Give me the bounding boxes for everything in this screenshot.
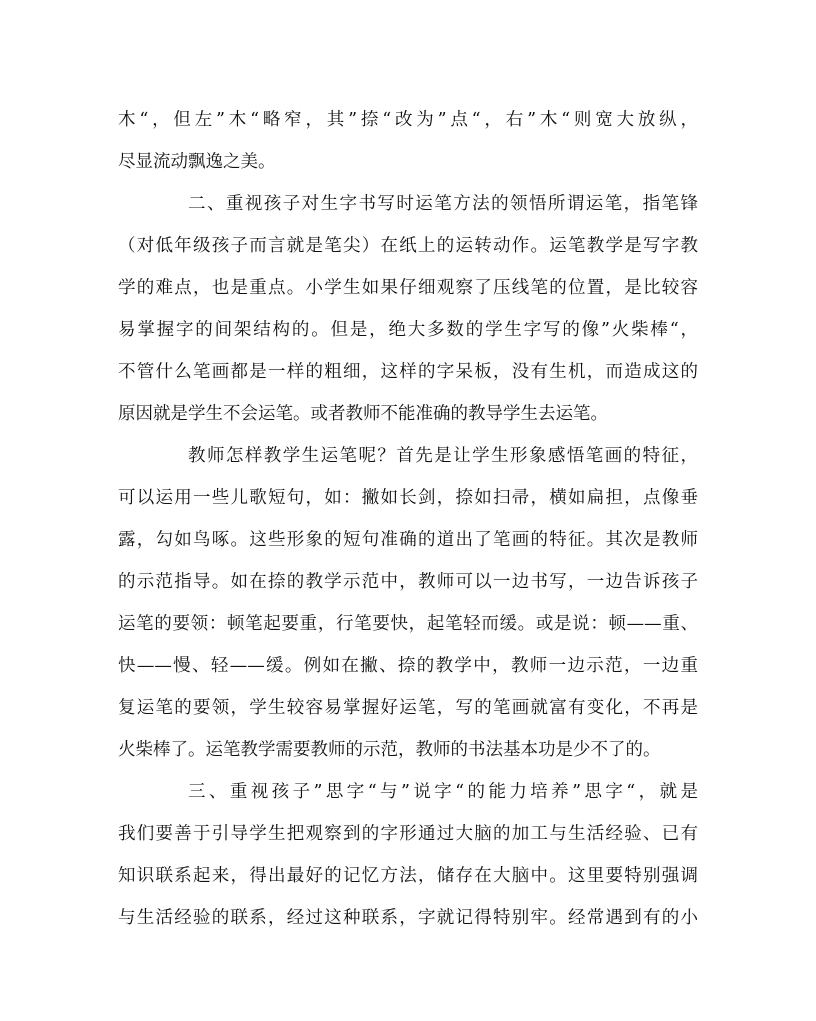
text-line: 学的难点，也是重点。小学生如果仔细观察了压线笔的位置，是比较容	[118, 278, 698, 298]
text-line: 尽显流动飘逸之美。	[118, 152, 276, 172]
text-line: 三、重视孩子”思字“与”说字“的能力培养”思字“，就是	[188, 782, 698, 802]
text-line: 教师怎样教学生运笔呢？首先是让学生形象感悟笔画的特征，	[188, 446, 698, 466]
text-line: 与生活经验的联系，经过这种联系，字就记得特别牢。经常遇到有的小	[118, 908, 698, 928]
text-line: 知识联系起来，得出最好的记忆方法，储存在大脑中。这里要特别强调	[118, 866, 698, 886]
text-line: 运笔的要领：顿笔起要重，行笔要快，起笔轻而缓。或是说：顿——重、	[118, 614, 698, 634]
text-line: 快——慢、轻——缓。例如在撇、捺的教学中，教师一边示范，一边重	[118, 656, 698, 676]
text-line: （对低年级孩子而言就是笔尖）在纸上的运转动作。运笔教学是写字教	[118, 236, 698, 256]
text-line: 二、重视孩子对生字书写时运笔方法的领悟所谓运笔，指笔锋	[188, 194, 698, 214]
text-line: 可以运用一些儿歌短句，如：撇如长剑，捺如扫帚，横如扁担，点像垂	[118, 488, 698, 508]
text-line: 火柴棒了。运笔教学需要教师的示范，教师的书法基本功是少不了的。	[118, 740, 661, 760]
text-line: 木“，但左”木“略窄，其”捺“改为”点“，右”木“则宽大放纵，	[118, 110, 698, 130]
text-line: 易掌握字的间架结构的。但是，绝大多数的学生字写的像”火柴棒“，	[118, 320, 698, 340]
text-line: 不管什么笔画都是一样的粗细，这样的字呆板，没有生机，而造成这的	[118, 362, 698, 382]
text-line: 露，勾如鸟啄。这些形象的短句准确的道出了笔画的特征。其次是教师	[118, 530, 698, 550]
text-line: 原因就是学生不会运笔。或者教师不能准确的教导学生去运笔。	[118, 404, 608, 424]
text-line: 我们要善于引导学生把观察到的字形通过大脑的加工与生活经验、已有	[118, 824, 698, 844]
text-line: 复运笔的要领，学生较容易掌握好运笔，写的笔画就富有变化，不再是	[118, 698, 698, 718]
body-text	[118, 99, 698, 939]
text-line: 的示范指导。如在捺的教学示范中，教师可以一边书写，一边告诉孩子	[118, 572, 698, 592]
